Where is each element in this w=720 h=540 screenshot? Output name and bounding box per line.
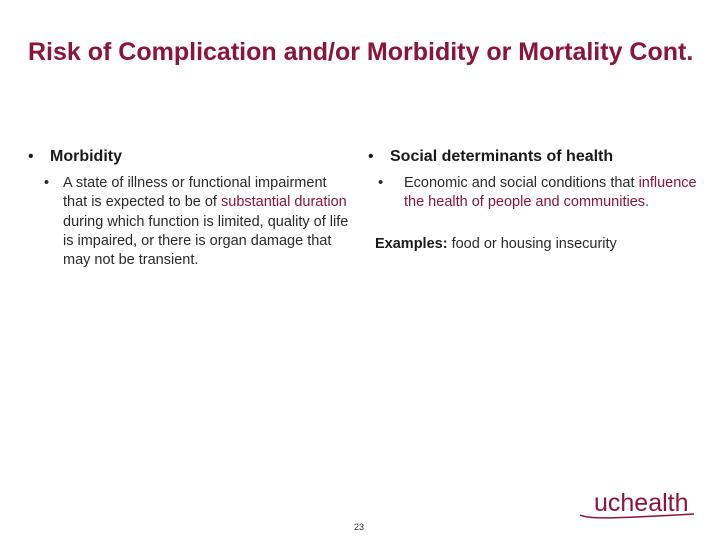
social-determinants-column — [368, 146, 698, 254]
examples-text: food or housing insecurity — [447, 235, 617, 252]
morbidity-text-1: A state of illness or functional impairment that is expected to be of — [63, 175, 327, 211]
social-determinants-definition — [378, 174, 698, 213]
examples-line — [375, 235, 698, 254]
bullet-icon: • — [28, 148, 34, 165]
morbidity-text-2: during which function is limited, quality of life is impaired, or there is organ damage that may not be transient. — [63, 213, 349, 269]
examples-label: Examples: — [375, 235, 448, 252]
sdoh-highlight: influence the health of people and communities. — [404, 175, 697, 211]
slide-title: Risk of Complication and/or Morbidity or Mortality Cont. — [28, 38, 694, 66]
social-determinants-heading-text: Social determinants of health — [390, 148, 614, 165]
uchealth-logo — [578, 484, 696, 520]
bullet-icon: • — [368, 148, 374, 165]
morbidity-definition — [44, 174, 353, 270]
bullet-icon: • — [378, 175, 384, 191]
logo-wordmark: uchealth — [594, 489, 689, 517]
morbidity-heading-text: Morbidity — [50, 148, 122, 165]
page-number: 23 — [354, 522, 365, 532]
social-determinants-heading — [368, 146, 698, 168]
morbidity-heading — [28, 146, 353, 168]
morbidity-column — [28, 146, 353, 270]
morbidity-highlight: substantial duration — [221, 194, 347, 211]
bullet-icon: • — [44, 175, 50, 191]
sdoh-text-1: Economic and social conditions that — [404, 175, 639, 191]
